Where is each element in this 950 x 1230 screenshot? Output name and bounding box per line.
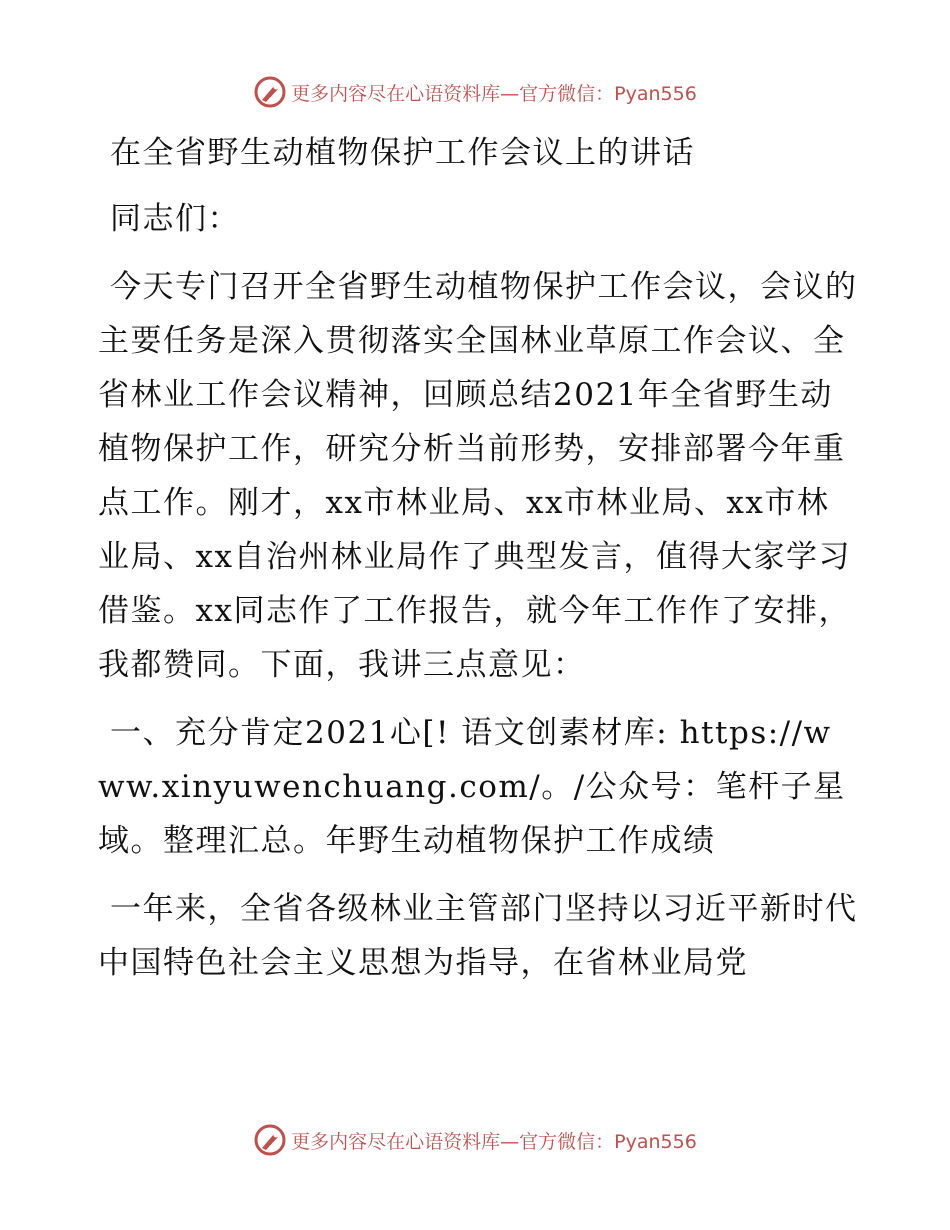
pen-logo-icon — [253, 1123, 287, 1157]
footer-watermark — [0, 1120, 950, 1160]
document-title: 在全省野生动植物保护工作会议上的讲话 — [110, 135, 695, 171]
paragraph-intro: 今天专门召开全省野生动植物保护工作会议，会议的主要任务是深入贯彻落实全国林业草原工作会议、全省林业工作会议精神，回顾总结2021年全省野生动植物保护工作，研究分析当前形势，安排部署今年重点工作。刚才，xx市林业局、xx市林业局、xx市林业局、xx自治州林业局作了典型发言，值得大家学习借鉴。xx同志作了工作报告，就今年工作作了安排，我都赞同。下面，我讲三点意见： — [98, 269, 858, 683]
header-watermark — [0, 72, 950, 112]
watermark-text: 更多内容尽在心语资料库—官方微信：Pyan556 — [291, 82, 697, 105]
section-heading-1: 一、充分肯定2021心[! 语文创素材库: https://www.xinyuwenchuang.com/。/公众号：笔杆子星域。整理汇总。年野生动植物保护工作成绩 — [98, 715, 846, 859]
salutation: 同志们： — [110, 201, 240, 237]
watermark-text: 更多内容尽在心语资料库—官方微信：Pyan556 — [291, 1130, 697, 1153]
document-body — [98, 126, 858, 1004]
pen-logo-icon — [253, 75, 287, 109]
paragraph-section-1: 一年来，全省各级林业主管部门坚持以习近平新时代中国特色社会主义思想为指导，在省林业局党 — [98, 891, 858, 981]
